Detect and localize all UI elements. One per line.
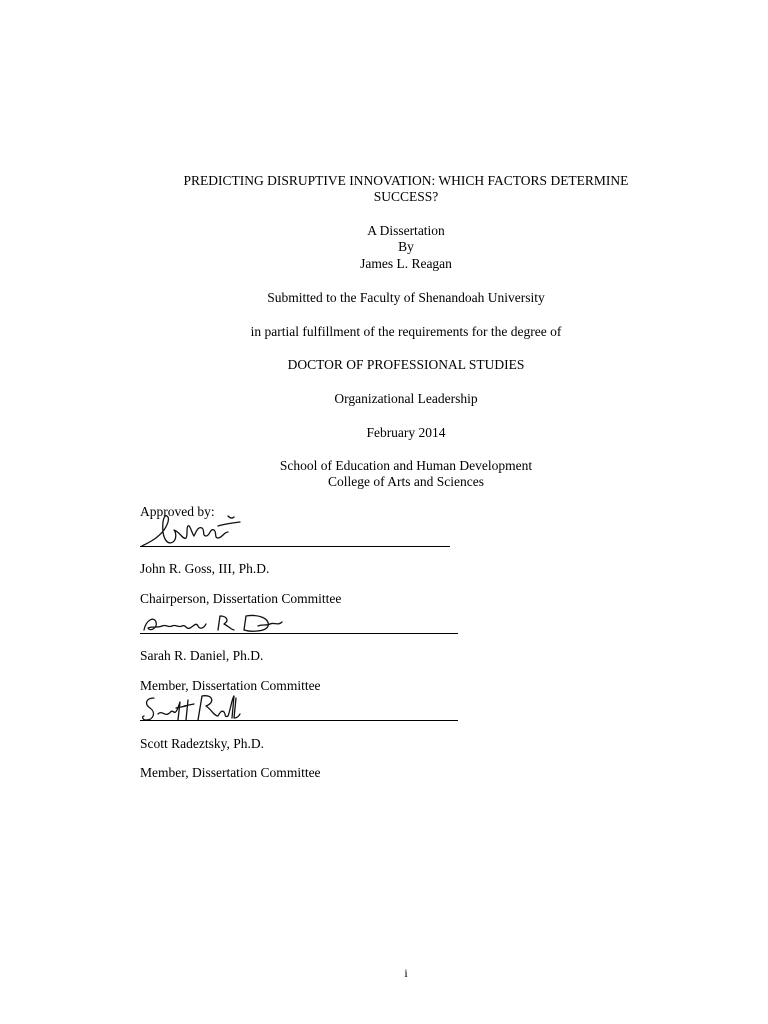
document-type: A Dissertation [367, 223, 445, 238]
signature-line-3 [140, 720, 458, 721]
by-label: By [398, 239, 414, 254]
committee-member-3-name: Scott Radeztsky, Ph.D. [140, 736, 264, 751]
submitted-to: Submitted to the Faculty of Shenandoah University [267, 290, 545, 305]
college-name: College of Arts and Sciences [328, 474, 484, 489]
committee-member-1-name: John R. Goss, III, Ph.D. [140, 561, 270, 576]
school-name: School of Education and Human Development [279, 458, 533, 473]
degree-name: DOCTOR OF PROFESSIONAL STUDIES [287, 357, 525, 372]
field-of-study: Organizational Leadership [334, 391, 478, 406]
author-name: James L. Reagan [360, 256, 452, 271]
approved-by-label: Approved by: [140, 504, 215, 519]
committee-member-2-name: Sarah R. Daniel, Ph.D. [140, 648, 264, 663]
submission-date: February 2014 [366, 425, 446, 440]
page-number: i [404, 966, 408, 980]
signature-line-1 [140, 546, 450, 547]
title-line-1: PREDICTING DISRUPTIVE INNOVATION: WHICH FACTORS DETERMINE [183, 173, 629, 188]
title-line-2: SUCCESS? [373, 189, 439, 204]
committee-member-1-role: Chairperson, Dissertation Committee [140, 591, 342, 606]
committee-member-3-role: Member, Dissertation Committee [140, 765, 321, 780]
committee-member-2-role: Member, Dissertation Committee [140, 678, 321, 693]
fulfillment-statement: in partial fulfillment of the requirements for the degree of [250, 324, 562, 339]
signature-line-2 [140, 633, 458, 634]
